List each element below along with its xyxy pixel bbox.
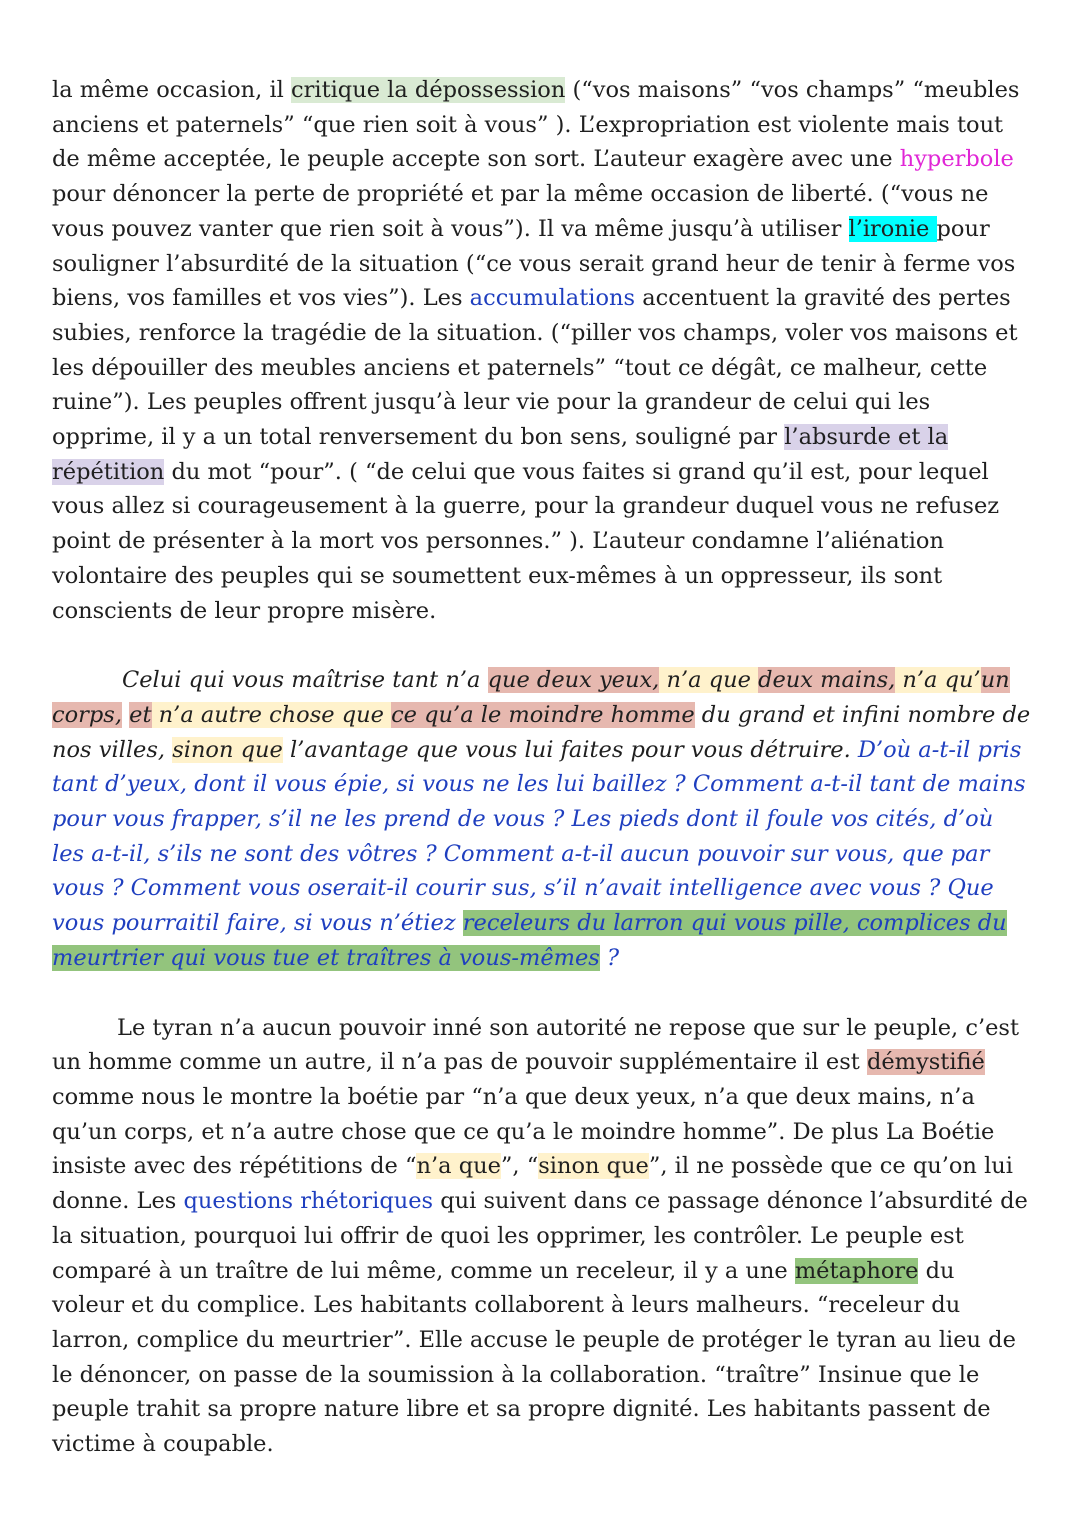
highlight-na-autre-chose-que: n’a autre chose que (151, 701, 392, 728)
highlight-que-deux-yeux: que deux yeux, (487, 667, 660, 694)
quote-segment: l’avantage que vous lui faites pour vous détruire. (282, 736, 858, 763)
highlight-metaphore: métaphore (794, 1257, 919, 1284)
highlight-absurde-repetition: l’absurde et la répétition (52, 424, 949, 485)
highlight-receleurs-metaphor: receleurs du larron qui vous pille, complices du meurtrier qui vous tue et traîtres à vous-mêmes (52, 910, 1007, 971)
text-segment: accentuent la gravité des pertes subies, renforce la tragédie de la situation. (“piller vos champs, voler vos maisons et les dépouiller des meubles anciens et paternels” “tout ce dégât, ce malheur, cette ruine”). Les peuples offrent jusqu’à leur vie pour la grandeur de celui qui les opprime, il y a un total renversement du bon sens, souligné par (52, 285, 1018, 451)
term-questions-rhetoriques: questions rhétoriques (183, 1188, 434, 1215)
highlight-deux-mains: deux mains, (758, 667, 896, 694)
quoted-excerpt (52, 663, 1032, 975)
text-segment: ”, “ (500, 1153, 539, 1180)
highlight-sinon-que: sinon que (172, 736, 283, 763)
text-segment: du voleur et du complice. Les habitants collaborent à leurs malheurs. “receleur du larron, complice du meurtrier”. Elle accuse le peuple de protéger le tyran au lieu de le dénoncer, on passe de la soumission à la collaboration. “traître” Insinue que le peuple trahit sa propre nature libre et sa propre dignité. Les habitants passent de victime à coupable. (52, 1257, 1016, 1458)
text-segment: du mot “pour”. ( “de celui que vous faites si grand qu’il est, pour lequel vous allez si courageusement à la guerre, pour la grandeur duquel vous ne refusez point de présenter à la mort vos personnes.” ). L’auteur condamne l’aliénation volontaire des peuples qui se soumettent eux-mêmes à un oppresseur, ils sont conscients de leur propre misère. (52, 458, 1000, 624)
text-segment: pour dénoncer la perte de propriété et par la même occasion de liberté. (“vous ne vous pouvez vanter que rien soit à vous”). Il va même jusqu’à utiliser (52, 181, 989, 242)
term-accumulations: accumulations (469, 285, 636, 312)
highlight-un-corps: un corps, (52, 667, 1010, 728)
highlight-na-que: n’a que (659, 667, 759, 694)
quote-segment-end: ? (599, 944, 620, 971)
text-segment: la même occasion, il (52, 77, 292, 103)
term-hyperbole: hyperbole (899, 146, 1014, 173)
quote-segment: Celui qui vous maîtrise tant n’a (122, 667, 488, 694)
highlight-et: et (129, 701, 152, 728)
document-page (52, 73, 1032, 1462)
analysis-paragraph-2 (52, 1011, 1032, 1462)
text-segment: (“vos maisons” “vos champs” “meubles anciens et paternels” “que rien soit à vous” ). L’expropriation est violente mais tout de même acceptée, le peuple accepte son sort. L’auteur exagère avec une (52, 77, 1020, 173)
highlight-demystifie: démystifié (866, 1049, 985, 1076)
text-segment: pour souligner l’absurdité de la situation (“ce vous serait grand heur de tenir à ferme vos biens, vos familles et vos vies”). Les (52, 215, 1016, 312)
highlight-critique-depossession: critique la dépossession (291, 77, 566, 103)
highlight-moindre-homme: ce qu’a le moindre homme (391, 701, 695, 728)
quote-segment: du grand et infini nombre de nos villes, (52, 701, 1031, 763)
analysis-paragraph-1 (52, 73, 1032, 628)
text-segment: Le tyran n’a aucun pouvoir inné son autorité ne repose que sur le peuple, c’est un homme comme un autre, il n’a pas de pouvoir supplémentaire il est (52, 1014, 1020, 1076)
text-segment: ”, il ne possède que ce qu’on lui donne. Les (52, 1153, 1013, 1215)
rhetorical-questions: D’où a-t-il pris tant d’yeux, dont il vous épie, si vous ne les lui baillez ? Comment a-t-il tant de mains pour vous frapper, s’il ne les prend de vous ? Les pieds dont il foule vos cités, d’où les a-t-il, s’ils ne sont des vôtres ? Comment a-t-il aucun pouvoir sur vous, que par vous ? Comment vous oserait-il courir sus, s’il n’avait intelligence avec vous ? Que vous pourraitil faire, si vous n’étiez (52, 736, 1026, 937)
paragraph-spacer (52, 628, 1032, 663)
highlight-na-qu: n’a qu’ (895, 667, 981, 694)
text-segment: comme nous le montre la boétie par “n’a que deux yeux, n’a que deux mains, n’a qu’un corps, et n’a autre chose que ce qu’a le moindre homme”. De plus La Boétie insiste avec des répétitions de “ (52, 1083, 995, 1180)
highlight-na-que-term: n’a que (416, 1153, 501, 1180)
highlight-sinon-que-term: sinon que (538, 1153, 649, 1180)
highlight-ironie: l’ironie (848, 215, 937, 242)
paragraph-spacer (52, 976, 1032, 1011)
text-segment: qui suivent dans ce passage dénonce l’absurdité de la situation, pourquoi lui offrir de quoi les opprimer, les contrôler. Le peuple est comparé à un traître de lui même, comme un receleur, il y a une (52, 1188, 1028, 1284)
